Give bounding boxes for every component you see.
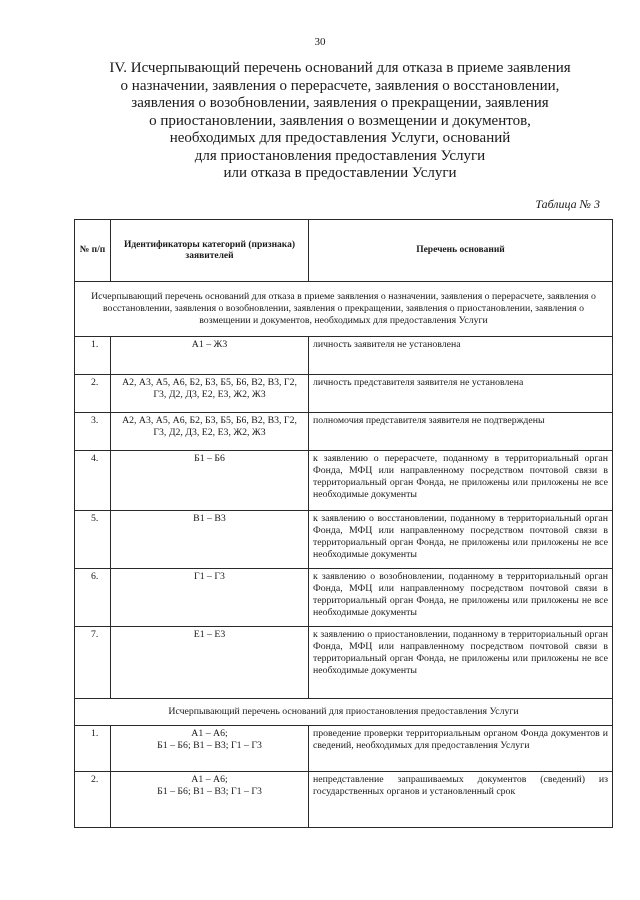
heading-line: необходимых для предоставления Услуги, оснований — [169, 130, 511, 146]
table-row — [75, 627, 613, 699]
table-row — [75, 772, 613, 828]
header-num: № п/п — [75, 220, 111, 282]
row-ids: В1 – В3 — [111, 511, 309, 569]
heading-line: о назначении, заявления о перерасчете, заявления о восстановлении, — [120, 77, 560, 94]
heading-line: о приостановлении, заявления о возмещении и документов, — [149, 112, 531, 129]
row-ids-line: А1 – А6; — [191, 728, 228, 739]
row-reason: к заявлению о восстановлении, поданному в территориальный орган Фонда, МФЦ или направленному посредством почтовой связи в территориальный орган Фонда, не приложены или приложены не все необходимые документы — [309, 511, 613, 569]
row-reason: непредставление запрашиваемых документов (сведений) из государственных органов и установленный срок — [309, 772, 613, 828]
row-num: 1. — [75, 337, 111, 375]
heading-line: заявления о возобновлении, заявления о прекращении, заявления — [131, 95, 549, 111]
row-ids — [111, 772, 309, 828]
row-ids: А2, А3, А5, А6, Б2, Б3, Б5, Б6, В2, В3, Г2, Г3, Д2, Д3, Е2, Е3, Ж2, Ж3 — [111, 413, 309, 451]
heading-line: для приостановления предоставления Услуги — [194, 147, 486, 164]
section1-title: Исчерпывающий перечень оснований для отказа в приеме заявления о назначении, заявления о перерасчете, заявления о восстановлении, заявления о возобновлении, заявления о прекращении, заявления о приостановлении, заявления о возмещении и документов, необходимых для предоставления Услуги — [75, 282, 613, 337]
header-reasons: Перечень оснований — [309, 220, 613, 282]
table-row — [75, 337, 613, 375]
row-num: 3. — [75, 413, 111, 451]
table-header-row — [75, 220, 613, 282]
section-title-row — [75, 282, 613, 337]
row-num: 6. — [75, 569, 111, 627]
row-num: 2. — [75, 375, 111, 413]
table-row — [75, 569, 613, 627]
row-ids — [111, 726, 309, 772]
row-ids-line: Б1 – Б6; В1 – В3; Г1 – Г3 — [157, 786, 262, 797]
row-reason: личность заявителя не установлена — [309, 337, 613, 375]
section-title-row — [75, 699, 613, 726]
row-ids: Е1 – Е3 — [111, 627, 309, 699]
row-ids-line: А1 – А6; — [191, 774, 228, 785]
row-reason: к заявлению о приостановлении, поданному в территориальный орган Фонда, МФЦ или направленному посредством почтовой связи в территориальный орган Фонда, не приложены или приложены не все необходимые документы — [309, 627, 613, 699]
row-ids: А2, А3, А5, А6, Б2, Б3, Б5, Б6, В2, В3, Г2, Г3, Д2, Д3, Е2, Е3, Ж2, Ж3 — [111, 375, 309, 413]
page-number: 30 — [314, 36, 326, 48]
table-row — [75, 511, 613, 569]
heading-line: или отказа в предоставлении Услуги — [223, 165, 457, 181]
row-num: 1. — [75, 726, 111, 772]
row-reason: личность представителя заявителя не установлена — [309, 375, 613, 413]
heading-line: IV. Исчерпывающий перечень оснований для отказа в приеме заявления — [109, 60, 571, 76]
row-reason: к заявлению о перерасчете, поданному в территориальный орган Фонда, МФЦ или направленному посредством почтовой связи в территориальный орган Фонда, не приложены или приложены не все необходимые документы — [309, 451, 613, 511]
table-label: Таблица № 3 — [535, 197, 600, 211]
row-reason: полномочия представителя заявителя не подтверждены — [309, 413, 613, 451]
row-ids: А1 – Ж3 — [111, 337, 309, 375]
section2-title: Исчерпывающий перечень оснований для приостановления предоставления Услуги — [75, 699, 613, 726]
table-row — [75, 413, 613, 451]
row-reason: к заявлению о возобновлении, поданному в территориальный орган Фонда, МФЦ или направленному посредством почтовой связи в территориальный орган Фонда, не приложены или приложены не все необходимые документы — [309, 569, 613, 627]
table-row — [75, 726, 613, 772]
row-num: 5. — [75, 511, 111, 569]
row-ids-line: Б1 – Б6; В1 – В3; Г1 – Г3 — [157, 740, 262, 751]
table-row — [75, 451, 613, 511]
header-ids: Идентификаторы категорий (признака) заявителей — [111, 220, 309, 282]
row-num: 4. — [75, 451, 111, 511]
table-row — [75, 375, 613, 413]
row-num: 2. — [75, 772, 111, 828]
row-num: 7. — [75, 627, 111, 699]
row-ids: Б1 – Б6 — [111, 451, 309, 511]
row-ids: Г1 – Г3 — [111, 569, 309, 627]
row-reason: проведение проверки территориальным органом Фонда документов и сведений, необходимых для предоставления Услуги — [309, 726, 613, 772]
reasons-table — [74, 219, 613, 828]
section-heading — [70, 60, 610, 183]
